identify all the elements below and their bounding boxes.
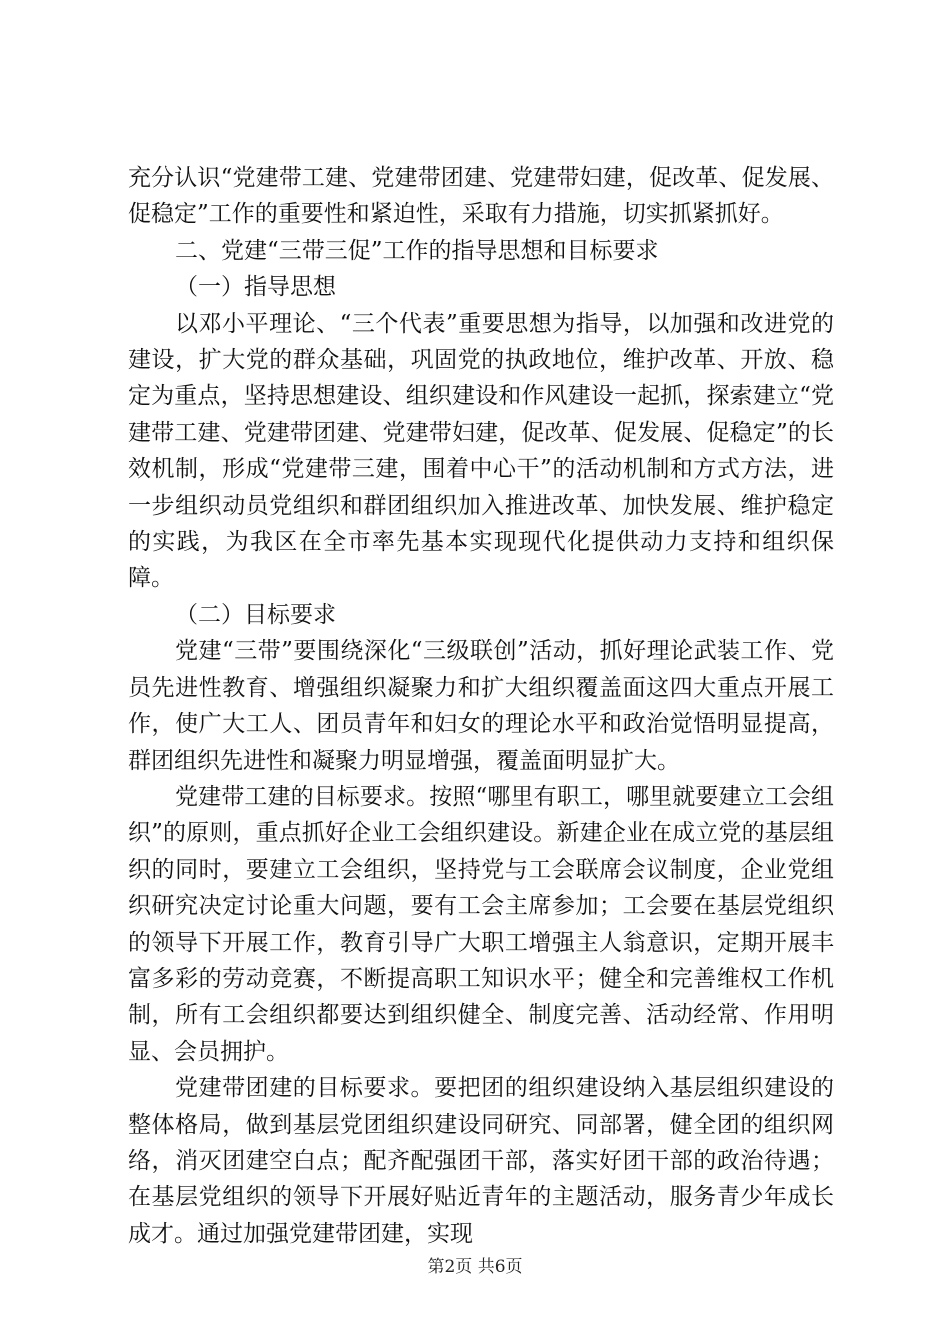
paragraph: 党建“三带”要围绕深化“三级联创”活动，抓好理论武装工作、党员先进性教育、增强组织凝聚力和扩大组织覆盖面这四大重点开展工作，使广大工人、团员青年和妇女的理论水平和政治觉悟明显提高，群团组织先进性和凝聚力明显增强，覆盖面明显扩大。 [128, 638, 834, 774]
subsection-heading: （一）指导思想 [175, 274, 336, 301]
paragraph: 充分认识“党建带工建、党建带团建、党建带妇建，促改革、促发展、促稳定”工作的重要性和紧迫性，采取有力措施，切实抓紧抓好。 [128, 165, 834, 228]
paragraph: 党建带工建的目标要求。按照“哪里有职工，哪里就要建立工会组织”的原则，重点抓好企业工会组织建设。新建企业在成立党的基层组织的同时，要建立工会组织，坚持党与工会联席会议制度，企业党组织研究决定讨论重大问题，要有工会主席参加；工会要在基层党组织的领导下开展工作，教育引导广大职工增强主人翁意识，定期开展丰富多彩的劳动竞赛，不断提高职工知识水平；健全和完善维权工作机制，所有工会组织都要达到组织健全、制度完善、活动经常、作用明显、会员拥护。 [128, 783, 834, 1065]
paragraph: 以邓小平理论、“三个代表”重要思想为指导，以加强和改进党的建设，扩大党的群众基础，巩固党的执政地位，维护改革、开放、稳定为重点，坚持思想建设、组织建设和作风建设一起抓，探索建立“党建带工建、党建带团建、党建带妇建，促改革、促发展、促稳定”的长效机制，形成“党建带三建，围着中心干”的活动机制和方式方法，进一步组织动员党组织和群团组织加入推进改革、加快发展、维护稳定的实践，为我区在全市率先基本实现现代化提供动力支持和组织保障。 [128, 310, 834, 592]
document-body [128, 160, 834, 1252]
page-number-footer: 第2页 共6页 [427, 1257, 523, 1277]
subsection-heading: （二）目标要求 [175, 601, 336, 628]
section-heading: 二、党建“三带三促”工作的指导思想和目标要求 [175, 237, 659, 264]
paragraph: 党建带团建的目标要求。要把团的组织建设纳入基层组织建设的整体格局，做到基层党团组织建设同研究、同部署，健全团的组织网络，消灭团建空白点；配齐配强团干部，落实好团干部的政治待遇；在基层党组织的领导下开展好贴近青年的主题活动，服务青少年成长成才。通过加强党建带团建，实现 [128, 1075, 834, 1247]
